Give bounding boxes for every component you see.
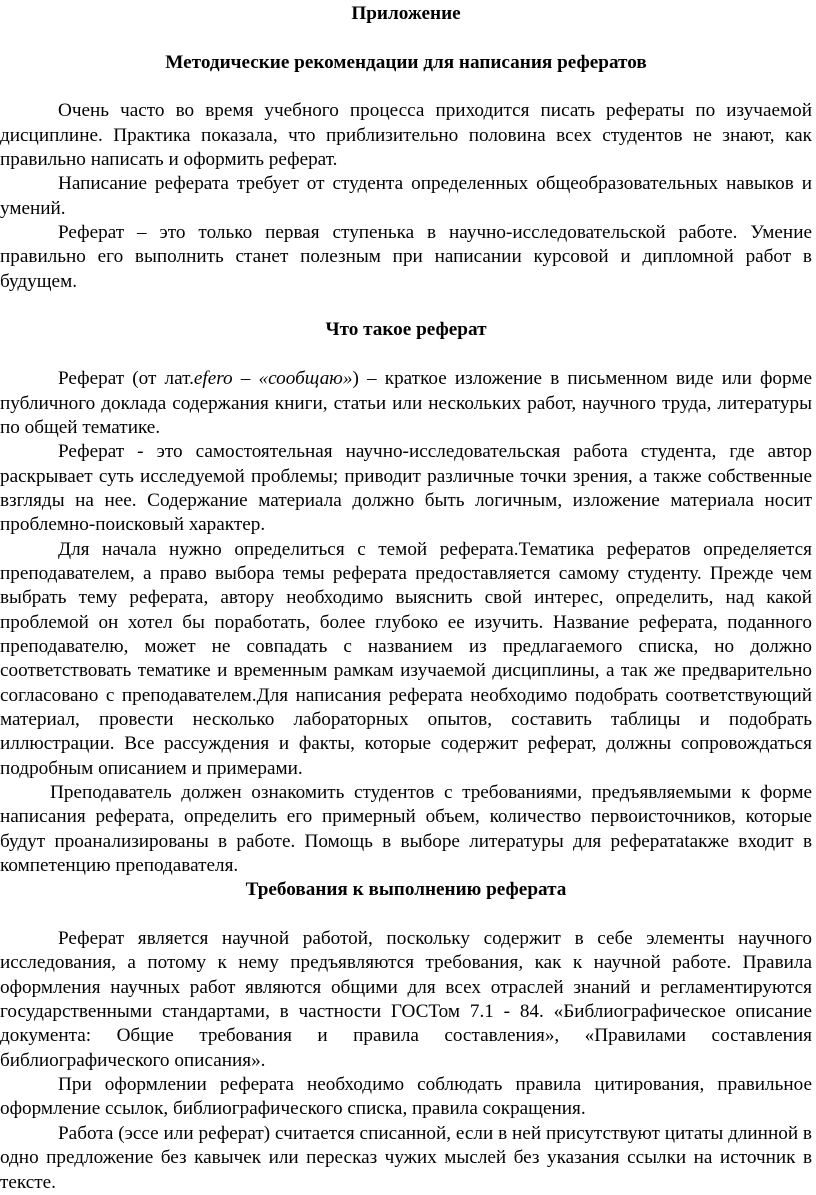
section-title-requirements: Требования к выполнению реферата [245,879,567,901]
section1-paragraph-3: Для начала нужно определиться с темой реферата.Тематика рефератов определяется преподавателем, а право выбора темы реферата предоставляется самому студенту. Прежде чем выбрать тему реферата, автору необходимо выяснить свой интерес, определить, над какой проблемой он хотел бы поработать, более глубоко ее изучить. Название реферата, поданного преподавателю, может не совпадать с названием из предлагаемого списка, но должно соответствовать тематике и временным рамкам изучаемой дисциплины, а так же предварительно согласовано с преподавателем.Для написания реферата необходимо подобрать соответствующий материал, провести несколько лабораторных опытов, составить таблицы и подобрать иллюстрации. Все рассуждения и факты, которые содержит реферат, должны сопровождаться подробным описанием и примерами. [0,538,812,779]
section1-paragraph-2: Реферат - это самостоятельная научно-исследовательская работа студента, где автор раскрывает суть исследуемой проблемы; приводит различные точки зрения, а также собственные взгляды на нее. Содержание материала должно быть логичным, изложение материала носит проблемно-поисковый характер. [0,441,812,536]
definition-text-end: ) – краткое изложение в письменном виде или форме публичного доклада содержания книги, статьи или нескольких работ, научного труда, литературы по общей тематике. [0,368,812,438]
intro-paragraph-2: Написание реферата требует от студента определенных общеобразовательных навыков и умений. [0,173,812,219]
section2-paragraph-3: Работа (эссе или реферат) считается списанной, если в ней присутствуют цитаты длинной в одно предложение без кавычек или пересказ чужих мыслей без указания ссылки на источник в тексте. [0,1122,812,1193]
section1-paragraph-4: Преподаватель должен ознакомить студентов с требованиями, предъявляемыми к форме написания реферата, определить его примерный объем, количество первоисточников, которые будут проанализированы в работе. Помощь в выборе литературы для рефератatакже входит в компетенцию преподавателя. [0,782,812,877]
definition-paragraph [0,367,812,440]
definition-text-start: Реферат (от лат. [58,368,194,390]
section2-paragraph-2: При оформлении реферата необходимо соблюдать правила цитирования, правильное оформление ссылок, библиографического списка, правила сокращения. [0,1074,812,1120]
section2-paragraph-1: Реферат является научной работой, поскольку содержит в себе элементы научного исследования, а потому к нему предъявляются требования, как к научной работе. Правила оформления научных работ являются общими для всех отраслей знаний и регламентируются государственными стандартами, в частности ГОСТом 7.1 - 84. «Библиографическое описание документа: Общие требования и правила составления», «Правилами составления библиографического описания». [0,928,812,1071]
spacer [0,903,812,927]
intro-paragraph-3: Реферат – это только первая ступенька в научно-исследовательской работе. Умение правильно его выполнить станет полезным при написании курсовой и дипломной работ в будущем. [0,222,812,292]
appendix-title: Приложение [351,3,461,24]
spacer [0,343,812,367]
intro-paragraph-1: Очень часто во время учебного процесса приходится писать рефераты по изучаемой дисциплине. Практика показала, что приблизительно половина всех студентов не знают, как правильно написать и оформить реферат. [0,100,812,171]
spacer [0,26,812,50]
definition-latin-term: efero – «сообщаю» [193,368,353,390]
spacer [0,75,812,99]
section-title-what-is-report: Что такое реферат [325,319,487,341]
spacer [0,294,812,318]
main-title: Методические рекомендации для написания рефератов [165,51,647,73]
